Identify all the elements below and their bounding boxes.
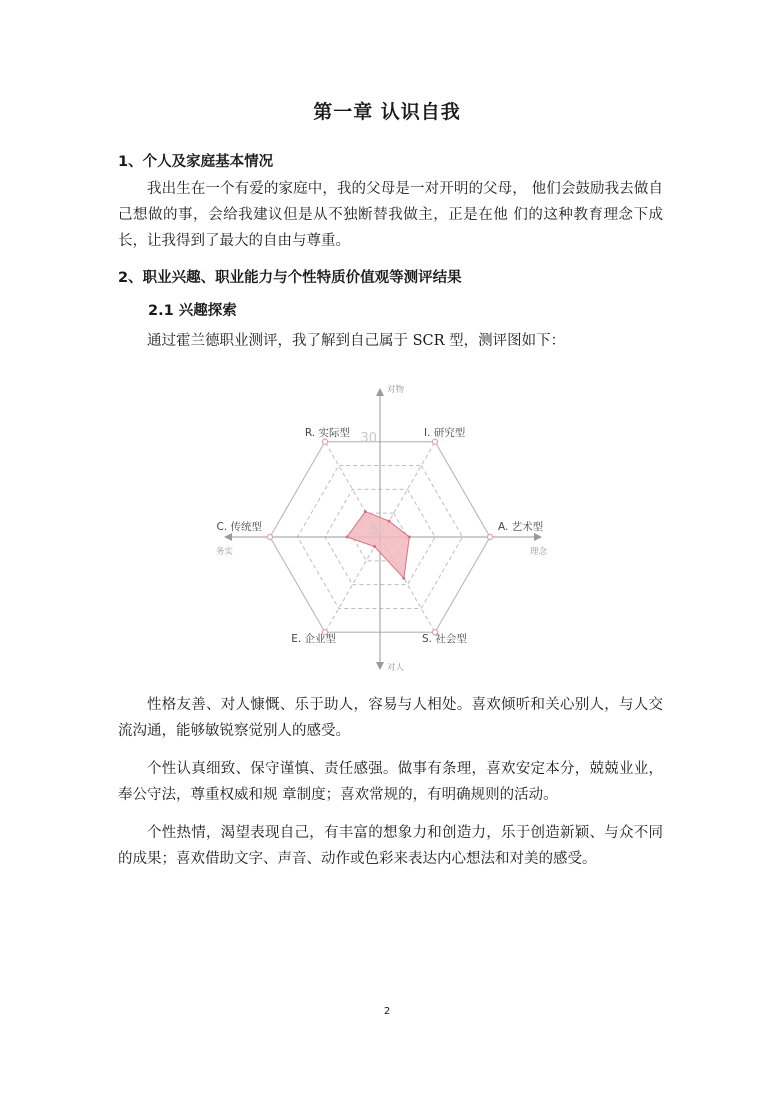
arrow-up-icon [376,388,384,396]
page-number: 2 [383,1006,391,1017]
social-type-paragraph: 性格友善、对人慷慨、乐于助人，容易与人相处。喜欢倾听和关心别人，与人交流沟通，能够敏锐察觉别人的感受。 [118,697,663,739]
interest-intro-paragraph: 通过霍兰德职业测评，我了解到自己属于 SCR 型，测评图如下： [147,333,566,349]
direction-label-bottom: 对人 [387,663,405,673]
tick-label-max: 30 [360,431,377,446]
chapter-title: 第一章 认识自我 [313,101,461,123]
data-point [346,536,349,539]
direction-label-right: 理念 [530,547,548,557]
holland-radar-chart [200,378,580,678]
data-point [364,510,367,513]
family-paragraph: 我出生在一个有爱的家庭中，我的父母是一对开明的父母， 他们会鼓励我去做自己想做的事，会给我建议但是从不独断替我做主，正是在他 们的这种教育理念下成长，让我得到了最大的自由与尊重。 [118,181,663,249]
data-point [408,536,411,539]
radar-svg [200,378,580,678]
direction-label-top: 对物 [387,385,405,395]
subsection-heading-2-1: 2.1 兴趣探索 [148,303,237,319]
conventional-type-paragraph: 个性认真细致、保守谨慎、责任感强。做事有条理，喜欢安定本分，兢兢业业，奉公守法，尊重权威和规 章制度；喜欢常规的，有明确规则的活动。 [118,761,663,803]
axis-label: A. 艺术型 [498,521,544,533]
vertex-marker [487,534,492,539]
arrow-left-icon [224,533,232,541]
data-point [388,520,391,523]
section-heading-2: 2、职业兴趣、职业能力与个性特质价值观等测评结果 [118,270,462,286]
axis-label: I. 研究型 [424,427,466,439]
vertex-marker [432,439,437,444]
axis-label: C. 传统型 [216,521,262,533]
artistic-type-paragraph: 个性热情，渴望表现自己，有丰富的想象力和创造力，乐于创造新颖、与众不同的成果；喜欢借助文字、声音、动作或色彩来表达内心想法和对美的感受。 [118,825,663,867]
vertex-marker [267,534,272,539]
axis-label: S. 社会型 [422,633,467,645]
arrow-down-icon [376,662,384,670]
section-heading-1: 1、个人及家庭基本情况 [118,154,274,170]
data-point [402,577,405,580]
axis-label: E. 企业型 [291,633,336,645]
direction-label-left: 务实 [216,547,234,557]
tick-label-zero: 0 [370,523,378,537]
data-area [347,512,409,579]
vertex-marker [322,439,327,444]
data-point [373,545,376,548]
axis-label: R. 实际型 [304,427,350,439]
arrow-right-icon [534,533,542,541]
